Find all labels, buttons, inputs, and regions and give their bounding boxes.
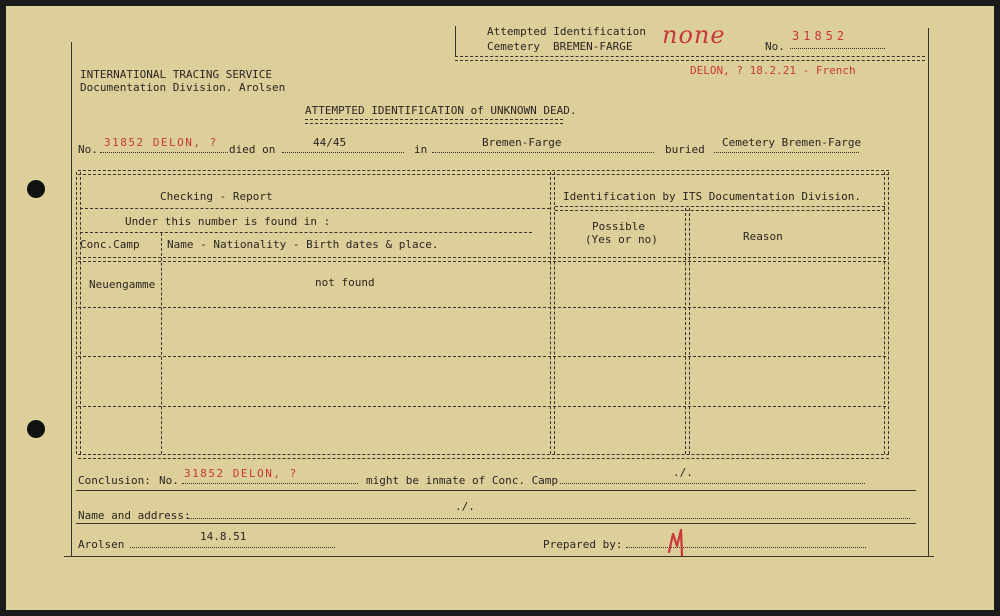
checking-report-header: Checking - Report <box>160 190 273 203</box>
page-title: ATTEMPTED IDENTIFICATION of UNKNOWN DEAD. <box>305 104 577 117</box>
table-mid-divider <box>550 172 555 454</box>
name-address-value: ./. <box>455 500 475 513</box>
footer-date: 14.8.51 <box>200 530 247 543</box>
row-rule-1 <box>78 307 886 308</box>
header-cemetery-label: Cemetery <box>487 40 540 53</box>
punch-hole-top <box>27 180 45 198</box>
header-no-dots <box>790 48 885 49</box>
died-on-dots <box>282 152 404 153</box>
header-row-rule-right <box>555 206 885 211</box>
name-address-label: Name and address: <box>78 509 191 522</box>
row-rule-2 <box>78 356 886 357</box>
table-right-border <box>884 172 889 454</box>
table-camp-divider <box>161 233 162 454</box>
rule-after-conclusion <box>76 490 916 491</box>
record-no-value: 31852 DELON, ? <box>104 136 218 149</box>
record-no-label: No. <box>78 143 98 156</box>
conclusion-label: Conclusion: <box>78 474 151 487</box>
header-no-label: No. <box>765 40 785 53</box>
row1-name: not found <box>315 276 375 289</box>
died-on-label: died on <box>229 143 276 156</box>
col-reason: Reason <box>743 230 783 243</box>
sub-header-rule <box>80 232 532 233</box>
col-conc-camp: Conc.Camp <box>80 238 140 251</box>
left-margin-line <box>71 42 72 557</box>
buried-label: buried <box>665 143 705 156</box>
title-underline <box>305 119 563 124</box>
col-possible-1: Possible <box>592 220 645 233</box>
table-left-border <box>76 172 81 454</box>
in-value: Bremen-Farge <box>482 136 562 149</box>
table-possible-divider <box>685 208 690 454</box>
conclusion-mid-text: might be inmate of Conc. Camp <box>366 474 559 487</box>
conclusion-no-dots <box>182 483 358 484</box>
table-bottom-border <box>78 454 889 459</box>
prepared-by-label: Prepared by: <box>543 538 623 551</box>
col-possible-2: (Yes or no) <box>585 233 658 246</box>
prepared-by-dots <box>626 547 866 548</box>
rule-after-name-address <box>76 523 916 524</box>
identification-header: Identification by ITS Documentation Division. <box>563 190 862 203</box>
buried-value: Cemetery Bremen-Farge <box>722 136 862 149</box>
right-margin-line <box>928 28 929 556</box>
conclusion-no-label: No. <box>159 474 179 487</box>
org-line1: INTERNATIONAL TRACING SERVICE <box>80 68 273 81</box>
died-on-value: 44/45 <box>313 136 347 149</box>
footer-place: Arolsen <box>78 538 125 551</box>
buried-dots <box>714 152 859 153</box>
header-box-title: Attempted Identification <box>487 25 646 38</box>
conclusion-no-value: 31852 DELON, ? <box>184 467 298 480</box>
header-box-bottom <box>455 56 925 61</box>
header-no-value: 31852 <box>792 29 849 43</box>
in-dots <box>432 152 654 153</box>
column-header-rule <box>78 257 886 262</box>
footer-date-dots <box>130 547 335 548</box>
conclusion-camp-value: ./. <box>673 466 693 479</box>
row-rule-3 <box>78 406 886 407</box>
header-row-rule-left <box>80 208 550 209</box>
punch-hole-bottom <box>27 420 45 438</box>
header-cemetery-name: BREMEN-FARGE <box>553 40 633 53</box>
record-no-dots <box>100 152 228 153</box>
name-address-dots <box>188 518 910 519</box>
red-annotation: DELON, ? 18.2.21 - French <box>690 64 856 77</box>
conclusion-camp-dots <box>560 483 865 484</box>
handwritten-note: none <box>662 21 726 49</box>
col-name-nationality: Name - Nationality - Birth dates & place. <box>167 238 439 251</box>
org-line2: Documentation Division. Arolsen <box>80 81 286 94</box>
header-box-left <box>455 26 456 56</box>
in-label: in <box>414 143 428 156</box>
row1-camp: Neuengamme <box>89 278 156 291</box>
sub-header: Under this number is found in : <box>125 215 331 228</box>
bottom-rule <box>64 556 934 557</box>
table-top-border <box>78 170 889 175</box>
